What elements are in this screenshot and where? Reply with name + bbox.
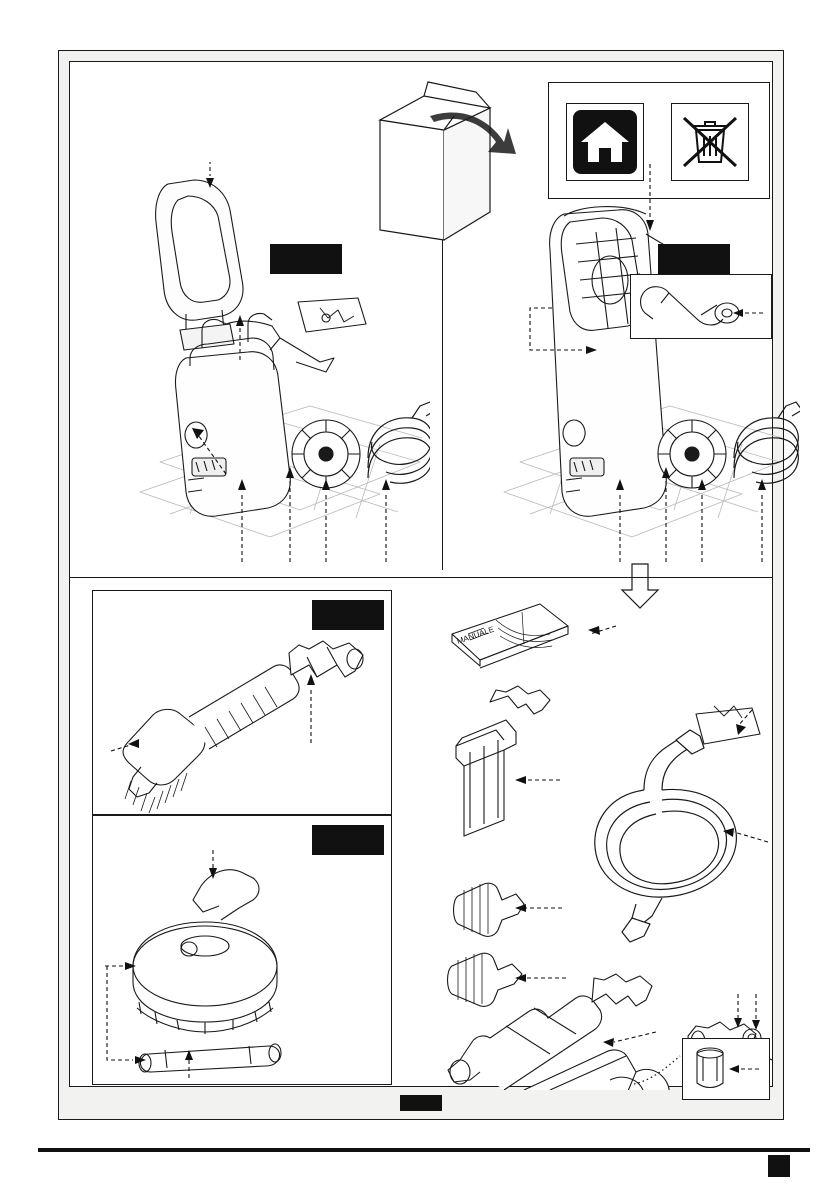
crank-handle-inset — [630, 274, 772, 339]
page-frame — [58, 50, 784, 1120]
step-plate-brush — [312, 600, 384, 630]
crank-handle-drawing — [631, 275, 771, 338]
diagram-area — [69, 61, 773, 1087]
step-plate-patio — [312, 825, 384, 855]
step-plate-left — [270, 244, 342, 274]
bottom-rule — [38, 1148, 810, 1152]
callouts-right — [490, 162, 810, 582]
callouts-left — [130, 162, 440, 582]
gun-inset-leader — [630, 1022, 700, 1092]
variant-divider — [442, 240, 443, 570]
manual-label: MANUALE — [455, 624, 496, 646]
footer-tab — [400, 1095, 442, 1111]
parts-layout — [400, 590, 772, 1090]
corner-marker — [768, 1155, 790, 1177]
patio-cleaner-drawing — [93, 816, 391, 1084]
accessory-box-patio-cleaner — [92, 815, 392, 1085]
step-plate-right — [658, 244, 730, 274]
